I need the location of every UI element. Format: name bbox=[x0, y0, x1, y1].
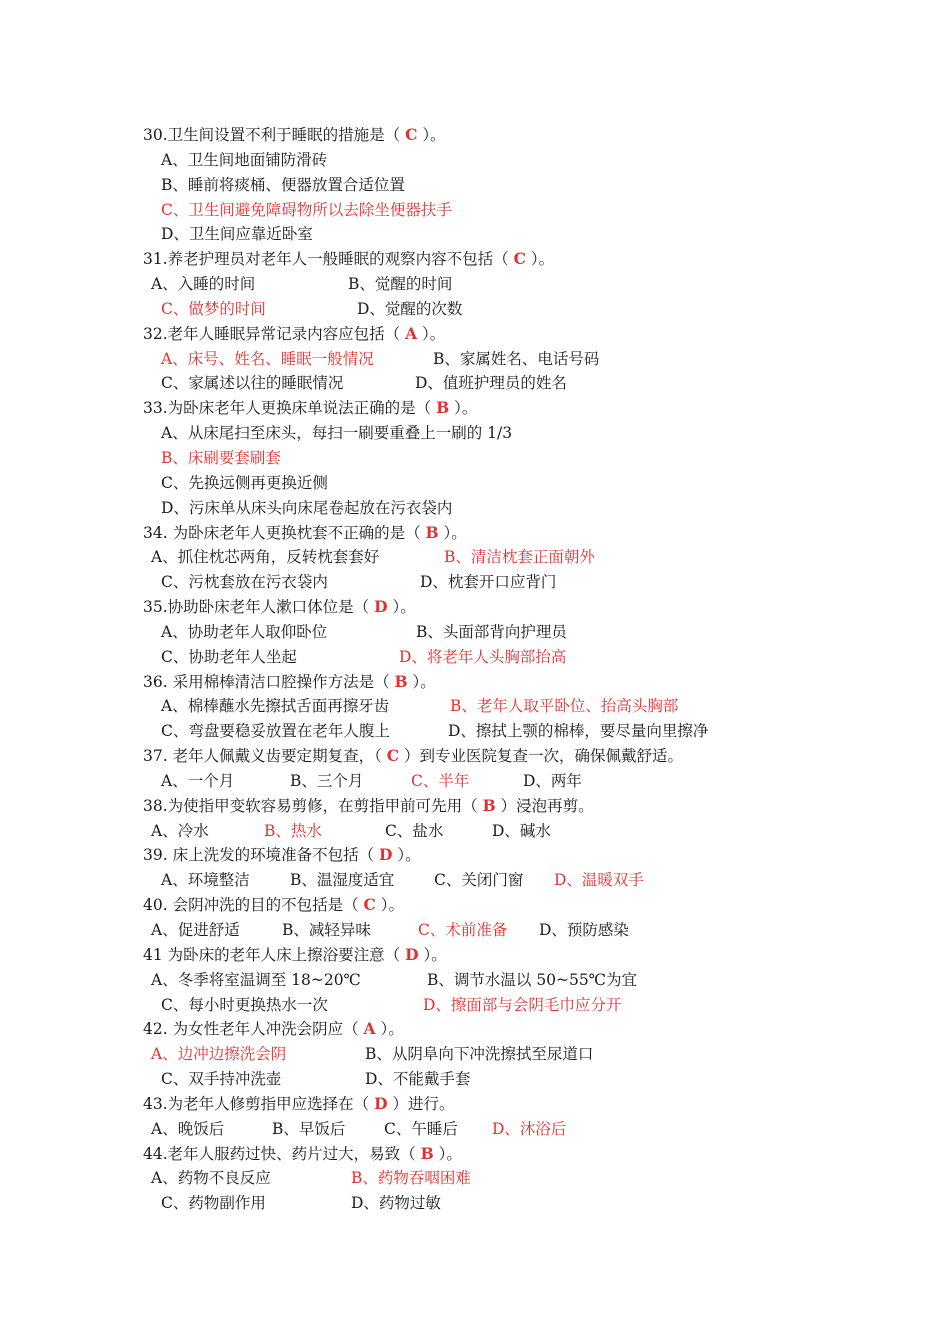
answer-letter: C bbox=[513, 249, 526, 269]
answer-letter: A bbox=[363, 1019, 376, 1039]
option: A、卫生间地面铺防滑砖 bbox=[161, 150, 328, 169]
option: A、药物不良反应 bbox=[151, 1169, 271, 1188]
answer-letter: D bbox=[374, 1093, 388, 1113]
option: D、药物过敏 bbox=[351, 1194, 441, 1213]
option-line bbox=[143, 371, 843, 396]
option: A、冬季将室温调至 18~20℃ bbox=[151, 970, 361, 989]
correct-option: A、边冲边擦洗会阴 bbox=[151, 1045, 287, 1064]
question-stem bbox=[143, 893, 843, 918]
stem-text: 32.老年人睡眠异常记录内容应包括（ bbox=[143, 324, 406, 343]
stem-text: 42. 为女性老年人冲洗会阴应（ bbox=[143, 1020, 364, 1039]
option: B、家属姓名、电话号码 bbox=[433, 349, 600, 368]
option: B、从阴阜向下冲洗擦拭至尿道口 bbox=[365, 1045, 594, 1064]
question-stem bbox=[143, 1142, 843, 1167]
stem-text: ）。 bbox=[438, 523, 467, 542]
correct-option: C、卫生间避免障碍物所以去除坐便器扶手 bbox=[161, 200, 452, 219]
correct-option: C、术前准备 bbox=[418, 921, 508, 939]
question-stem bbox=[143, 247, 843, 272]
option-line bbox=[143, 272, 843, 297]
option: D、值班护理员的姓名 bbox=[415, 374, 567, 393]
stem-text: 34. 为卧床老年人更换枕套不正确的是（ bbox=[143, 523, 426, 542]
option-line bbox=[143, 1166, 843, 1191]
option: B、三个月 bbox=[290, 771, 364, 790]
question-stem bbox=[143, 521, 843, 546]
stem-text: ）。 bbox=[392, 846, 421, 865]
question-stem bbox=[143, 943, 843, 968]
correct-option: B、床刷要套刷套 bbox=[161, 448, 281, 467]
option: D、预防感染 bbox=[539, 921, 629, 939]
option: A、棉棒蘸水先擦拭舌面再擦牙齿 bbox=[161, 697, 390, 716]
option: C、盐水 bbox=[385, 821, 444, 840]
stem-text: ）到专业医院复查一次，确保佩戴舒适。 bbox=[399, 747, 684, 766]
option: D、卫生间应靠近卧室 bbox=[161, 225, 313, 244]
correct-option: D、将老年人头胸部抬高 bbox=[399, 647, 567, 666]
option-line bbox=[143, 545, 843, 570]
option: B、调节水温以 50~55℃为宜 bbox=[427, 970, 638, 989]
option: D、碱水 bbox=[492, 821, 551, 840]
stem-text: ）。 bbox=[418, 945, 447, 964]
option-line bbox=[143, 819, 843, 844]
option-line bbox=[143, 198, 843, 223]
stem-text: ）进行。 bbox=[387, 1094, 455, 1113]
question-list bbox=[143, 123, 843, 1216]
option-line bbox=[143, 1067, 843, 1092]
option: C、家属述以往的睡眠情况 bbox=[161, 374, 344, 393]
correct-option: B、清洁枕套正面朝外 bbox=[444, 548, 595, 567]
stem-text: ）。 bbox=[375, 896, 405, 915]
option-line bbox=[143, 421, 843, 446]
correct-option: B、热水 bbox=[264, 821, 322, 840]
option: B、减轻异味 bbox=[282, 921, 371, 939]
stem-text: 30.卫生间设置不利于睡眠的措施是（ bbox=[143, 126, 406, 144]
option: A、晚饭后 bbox=[151, 1119, 225, 1138]
question-stem bbox=[143, 1092, 843, 1117]
option: C、双手持冲洗壶 bbox=[161, 1070, 282, 1089]
question-stem bbox=[143, 670, 843, 695]
answer-letter: D bbox=[405, 944, 419, 964]
option: C、药物副作用 bbox=[161, 1194, 266, 1213]
question-stem bbox=[143, 595, 843, 620]
stem-text: 37. 老年人佩戴义齿要定期复查，（ bbox=[143, 747, 387, 766]
stem-text: ）。 bbox=[417, 126, 446, 144]
answer-letter: D bbox=[374, 597, 388, 617]
answer-letter: B bbox=[420, 1143, 434, 1163]
option: B、觉醒的时间 bbox=[348, 275, 453, 294]
stem-text: 43.为老年人修剪指甲应选择在（ bbox=[143, 1094, 375, 1113]
option: D、枕套开口应背门 bbox=[420, 573, 557, 592]
option-line bbox=[143, 297, 843, 322]
option-line bbox=[143, 1191, 843, 1216]
stem-text: ）。 bbox=[375, 1020, 404, 1039]
option-line bbox=[143, 222, 843, 247]
stem-text: 39. 床上洗发的环境准备不包括（ bbox=[143, 846, 380, 865]
option-line bbox=[143, 918, 843, 943]
option: A、环境整洁 bbox=[161, 871, 250, 890]
stem-text: ）。 bbox=[525, 250, 555, 269]
option-line bbox=[143, 968, 843, 993]
stem-text: ）。 bbox=[417, 324, 446, 343]
stem-text: 36. 采用棉棒清洁口腔操作方法是（ bbox=[143, 672, 395, 691]
stem-text: 41 为卧床的老年人床上擦浴要注意（ bbox=[143, 945, 406, 964]
stem-text: ）。 bbox=[387, 598, 416, 617]
option-line bbox=[143, 148, 843, 173]
option: C、先换远侧再更换近侧 bbox=[161, 473, 328, 492]
option: A、促进舒适 bbox=[151, 921, 240, 939]
option: B、温湿度适宜 bbox=[290, 871, 395, 890]
option: A、一个月 bbox=[161, 771, 235, 790]
option: B、早饭后 bbox=[272, 1119, 346, 1138]
option: D、两年 bbox=[523, 771, 582, 790]
question-stem bbox=[143, 322, 843, 347]
question-stem bbox=[143, 794, 843, 819]
stem-text: 38.为使指甲变软容易剪修，在剪指甲前可先用（ bbox=[143, 796, 483, 815]
question-stem bbox=[143, 843, 843, 868]
option-line bbox=[143, 694, 843, 719]
stem-text: ）。 bbox=[433, 1144, 462, 1163]
question-stem bbox=[143, 123, 843, 148]
stem-text: ）浸泡再剪。 bbox=[495, 796, 594, 815]
correct-option: D、温暖双手 bbox=[554, 871, 644, 890]
option-line bbox=[143, 1042, 843, 1067]
option-line bbox=[143, 173, 843, 198]
correct-option: D、擦面部与会阴毛巾应分开 bbox=[423, 995, 622, 1014]
option: C、每小时更换热水一次 bbox=[161, 995, 328, 1014]
option: C、弯盘要稳妥放置在老年人腹上 bbox=[161, 722, 390, 741]
option: D、擦拭上颚的棉棒，要尽量向里擦净 bbox=[448, 722, 709, 741]
option-line bbox=[143, 769, 843, 794]
option: B、头面部背向护理员 bbox=[416, 622, 567, 641]
option: C、污枕套放在污衣袋内 bbox=[161, 573, 328, 592]
option-line bbox=[143, 719, 843, 744]
option: A、从床尾扫至床头，每扫一刷要重叠上一刷的 1/3 bbox=[161, 424, 513, 443]
stem-text: ）。 bbox=[407, 672, 436, 691]
option-line bbox=[143, 1117, 843, 1142]
option-line bbox=[143, 993, 843, 1018]
stem-text: 40. 会阴冲洗的目的不包括是（ bbox=[143, 896, 364, 915]
answer-letter: C bbox=[405, 125, 418, 144]
answer-letter: C bbox=[386, 746, 400, 766]
option-line bbox=[143, 446, 843, 471]
question-stem bbox=[143, 744, 843, 769]
stem-text: 35.协助卧床老年人漱口体位是（ bbox=[143, 598, 375, 617]
question-stem bbox=[143, 396, 843, 421]
answer-letter: B bbox=[394, 671, 408, 691]
option-line bbox=[143, 620, 843, 645]
correct-option: D、沐浴后 bbox=[492, 1119, 567, 1138]
option: D、污床单从床头向床尾卷起放在污衣袋内 bbox=[161, 498, 453, 517]
answer-letter: D bbox=[379, 845, 393, 865]
option: C、协助老年人坐起 bbox=[161, 647, 297, 666]
answer-letter: A bbox=[405, 323, 418, 343]
option-line bbox=[143, 868, 843, 893]
correct-option: B、药物吞咽困难 bbox=[351, 1169, 471, 1188]
option: A、抓住枕芯两角，反转枕套套好 bbox=[151, 548, 380, 567]
option: D、不能戴手套 bbox=[365, 1070, 471, 1089]
option-line bbox=[143, 471, 843, 496]
stem-text: 31.养老护理员对老年人一般睡眠的观察内容不包括（ bbox=[143, 250, 514, 269]
answer-letter: C bbox=[363, 895, 376, 915]
option: A、冷水 bbox=[151, 821, 209, 840]
option: A、入睡的时间 bbox=[151, 275, 256, 294]
option-line bbox=[143, 347, 843, 372]
option-line bbox=[143, 570, 843, 595]
correct-option: A、床号、姓名、睡眠一般情况 bbox=[161, 349, 374, 368]
option-line bbox=[143, 496, 843, 521]
question-stem bbox=[143, 1017, 843, 1042]
option: A、协助老年人取仰卧位 bbox=[161, 622, 328, 641]
stem-text: 33.为卧床老年人更换床单说法正确的是（ bbox=[143, 399, 437, 418]
option: D、觉醒的次数 bbox=[357, 299, 463, 318]
stem-text: ）。 bbox=[449, 399, 478, 418]
correct-option: C、做梦的时间 bbox=[161, 299, 266, 318]
correct-option: B、老年人取平卧位、抬高头胸部 bbox=[450, 697, 679, 716]
answer-letter: B bbox=[425, 522, 439, 542]
option: B、睡前将痰桶、便器放置合适位置 bbox=[161, 175, 405, 194]
answer-letter: B bbox=[482, 795, 496, 815]
option: C、关闭门窗 bbox=[434, 871, 524, 890]
option-line bbox=[143, 645, 843, 670]
answer-letter: B bbox=[436, 398, 450, 418]
stem-text: 44.老年人服药过快、药片过大，易致（ bbox=[143, 1144, 421, 1163]
option: C、午睡后 bbox=[384, 1119, 458, 1138]
correct-option: C、半年 bbox=[411, 771, 470, 790]
